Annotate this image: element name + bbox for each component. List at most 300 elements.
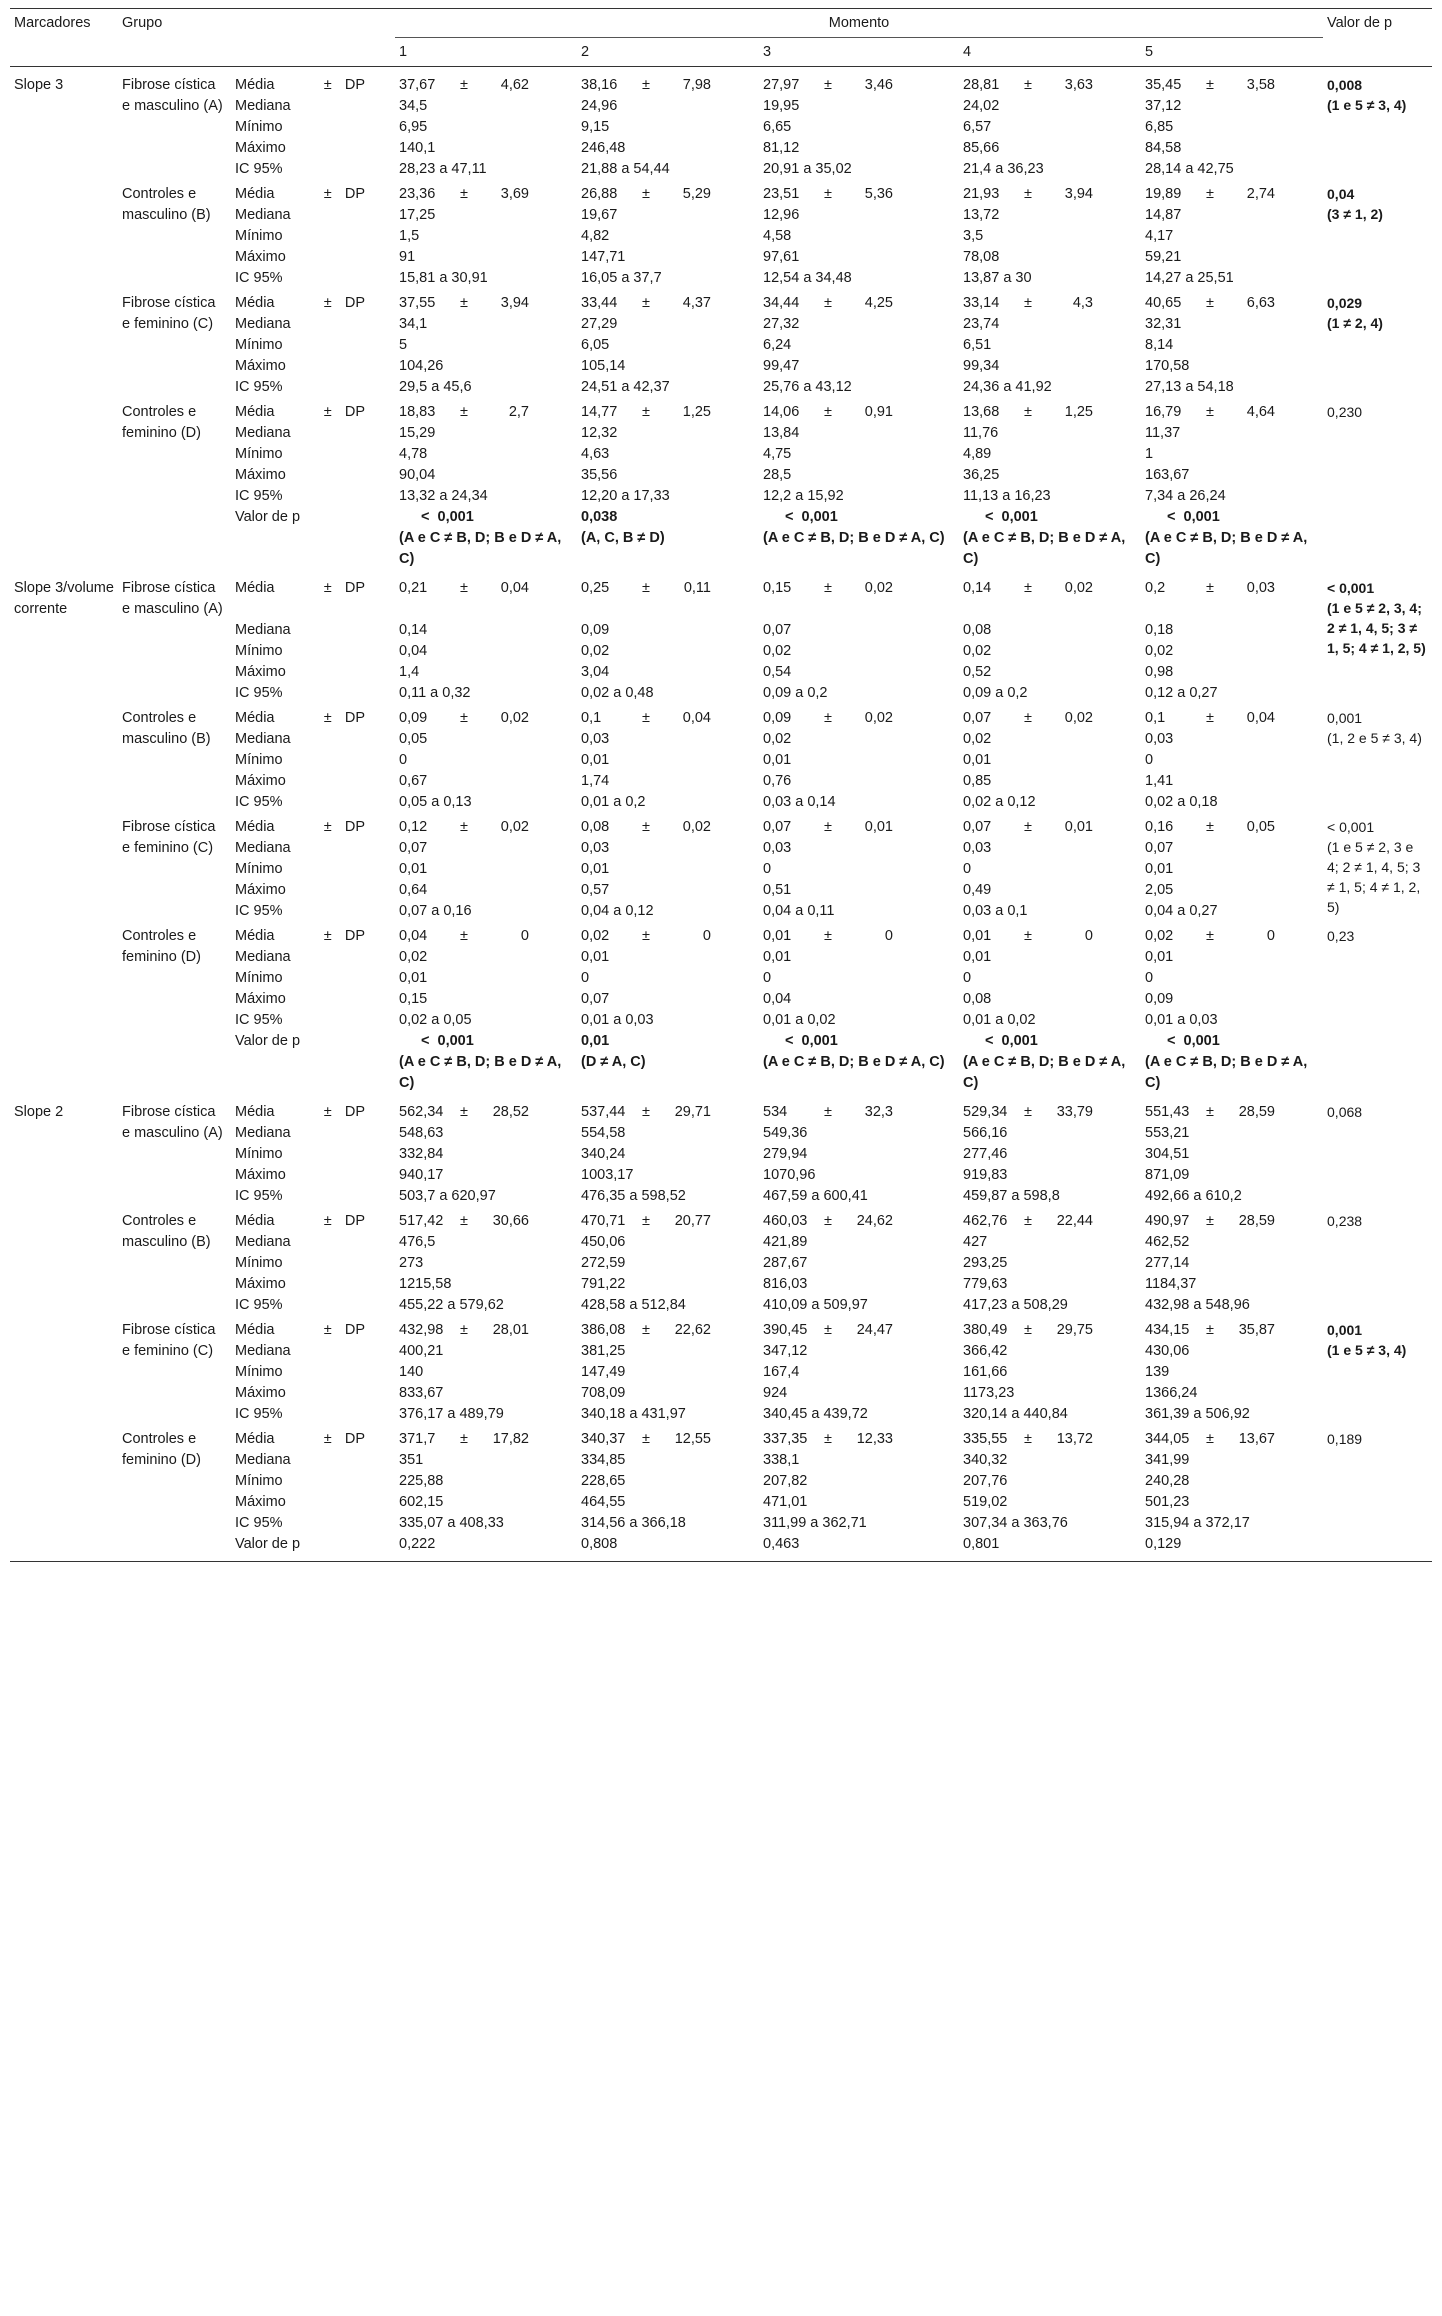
sd-value: 30,66: [492, 1213, 529, 1229]
marker-cell: [10, 1513, 118, 1534]
minimo-value: 0,02: [763, 643, 792, 659]
plus-minus-sign: ±: [1024, 928, 1032, 944]
mean-sd-cell: [959, 1207, 1141, 1232]
mediana-cell: [395, 1123, 577, 1144]
plus-minus-sign: ±: [1024, 1104, 1032, 1120]
maximo-cell: [577, 1274, 759, 1295]
ic-cell: [759, 792, 959, 813]
ic-cell: [959, 683, 1141, 704]
stat-label-mediana: Mediana: [235, 1452, 291, 1468]
mediana-value: 34,1: [399, 316, 428, 332]
stat-label-dp: DP: [344, 710, 365, 726]
ic-value: 24,51 a 42,37: [581, 379, 670, 395]
stat-label-cell: [231, 1165, 395, 1186]
plus-minus-sign: ±: [642, 1213, 650, 1229]
mean-sd-cell: [577, 1425, 759, 1450]
stat-label-cell: [231, 968, 395, 989]
minimo-cell: [577, 641, 759, 662]
stat-label-cell: [231, 1094, 395, 1123]
ic-cell: [577, 268, 759, 289]
maximo-cell: [577, 662, 759, 683]
ic-value: 428,58 a 512,84: [581, 1297, 686, 1313]
maximo-value: 519,02: [963, 1494, 1008, 1510]
mean-sd-cell: [759, 922, 959, 947]
mean-sd-cell: [577, 1316, 759, 1341]
minimo-cell: [577, 1362, 759, 1383]
p-value-cell: [1323, 570, 1432, 704]
mediana-cell: [395, 838, 577, 859]
maximo-cell: [395, 465, 577, 486]
minimo-value: 140: [399, 1364, 424, 1380]
mean-value: 23,36: [399, 186, 436, 202]
minimo-value: 228,65: [581, 1473, 626, 1489]
sd-value: 0,91: [864, 404, 893, 420]
stat-label-mediana: Mediana: [235, 949, 291, 965]
p-value-cell: [1323, 922, 1432, 1031]
ic-value: 311,99 a 362,71: [763, 1515, 867, 1531]
ic-value: 335,07 a 408,33: [399, 1515, 504, 1531]
marker-cell: [10, 1425, 118, 1450]
mediana-cell: [1141, 314, 1323, 335]
group-label: Fibrose cística e feminino (C): [122, 295, 216, 332]
mean-value: 0,09: [763, 710, 792, 726]
stat-label-cell: [231, 620, 395, 641]
mediana-value: 400,21: [399, 1343, 444, 1359]
ic-cell: [577, 486, 759, 507]
sd-value: 6,63: [1246, 295, 1275, 311]
plus-minus-sign: ±: [1024, 1322, 1032, 1338]
minimo-cell: [959, 1362, 1141, 1383]
stat-label-maximo: Máximo: [235, 664, 286, 680]
stat-label-minimo: Mínimo: [235, 643, 283, 659]
mean-value: 38,16: [581, 77, 618, 93]
mean-sd-cell: [959, 570, 1141, 620]
ic-cell: [395, 901, 577, 922]
maximo-cell: [1141, 662, 1323, 683]
ic-cell: [759, 486, 959, 507]
stat-label-dp: DP: [344, 1431, 365, 1447]
maximo-cell: [1141, 465, 1323, 486]
minimo-value: 6,51: [963, 337, 992, 353]
ic-cell: [1141, 683, 1323, 704]
mediana-cell: [759, 729, 959, 750]
p-value-cell: [1323, 398, 1432, 507]
sd-value: 0,02: [864, 580, 893, 596]
ic-cell: [959, 486, 1141, 507]
stat-label-cell: [231, 180, 395, 205]
plus-minus-sign: ±: [642, 1322, 650, 1338]
mediana-cell: [959, 729, 1141, 750]
maximo-value: 85,66: [963, 140, 1000, 156]
mediana-cell: [1141, 96, 1323, 117]
mediana-value: 19,67: [581, 207, 618, 223]
minimo-cell: [395, 1144, 577, 1165]
stat-label-dp: DP: [344, 928, 365, 944]
minimo-cell: [1141, 968, 1323, 989]
p-value-cell: [1323, 289, 1432, 398]
mediana-value: 0,08: [963, 622, 992, 638]
mediana-cell: [1141, 205, 1323, 226]
mean-value: 0,02: [1145, 928, 1174, 944]
maximo-value: 1184,37: [1145, 1276, 1197, 1292]
stat-label-mediana: Mediana: [235, 622, 291, 638]
ic-value: 340,45 a 439,72: [763, 1406, 868, 1422]
stat-label-dp: DP: [344, 1104, 365, 1120]
minimo-cell: [395, 1253, 577, 1274]
stat-label-cell: [231, 289, 395, 314]
minimo-cell: [759, 1471, 959, 1492]
marker-cell: [10, 859, 118, 880]
header-moment-5: 5: [1141, 38, 1323, 67]
ic-cell: [959, 159, 1141, 180]
minimo-value: 0,02: [963, 643, 992, 659]
maximo-cell: [759, 247, 959, 268]
sd-value: 0,04: [1246, 710, 1275, 726]
plus-minus-sign: ±: [460, 928, 468, 944]
marker-cell: [10, 1186, 118, 1207]
mediana-value: 430,06: [1145, 1343, 1190, 1359]
mediana-cell: [759, 205, 959, 226]
sd-value: 0,04: [682, 710, 711, 726]
mediana-value: 549,36: [763, 1125, 808, 1141]
ic-value: 0,01 a 0,02: [963, 1012, 1036, 1028]
sd-value: 0,03: [1246, 580, 1275, 596]
stat-label-cell: [231, 947, 395, 968]
mean-sd-cell: [577, 922, 759, 947]
header-moment-1: 1: [395, 38, 577, 67]
ic-value: 0,04 a 0,12: [581, 903, 654, 919]
plus-minus-sign: ±: [460, 77, 468, 93]
mediana-cell: [395, 620, 577, 641]
ic-cell: [959, 1404, 1141, 1425]
mediana-value: 421,89: [763, 1234, 808, 1250]
mean-value: 0,12: [399, 819, 428, 835]
p-value-note: (1 ≠ 2, 4): [1327, 315, 1383, 331]
maximo-cell: [759, 138, 959, 159]
marker-cell: [10, 750, 118, 771]
stat-label-cell: [231, 1492, 395, 1513]
mean-sd-cell: [1141, 180, 1323, 205]
moment-p-value-cell: [959, 1534, 1141, 1562]
maximo-value: 940,17: [399, 1167, 444, 1183]
mean-sd-cell: [395, 289, 577, 314]
moment-p-value-note: (A e C ≠ B, D; B e D ≠ A, C): [763, 1054, 945, 1070]
ic-value: 24,36 a 41,92: [963, 379, 1052, 395]
stat-label-cell: [231, 1341, 395, 1362]
mediana-cell: [1141, 423, 1323, 444]
stat-label-cell: [231, 356, 395, 377]
mean-value: 335,55: [963, 1431, 1008, 1447]
stat-label-cell: [231, 1010, 395, 1031]
minimo-value: 240,28: [1145, 1473, 1190, 1489]
mean-sd-cell: [959, 813, 1141, 838]
minimo-cell: [959, 335, 1141, 356]
moment-p-value-cell: [1141, 507, 1323, 570]
moment-p-value-note: (A e C ≠ B, D; B e D ≠ A, C): [763, 530, 945, 546]
mediana-cell: [1141, 620, 1323, 641]
group-label: Controles e feminino (D): [122, 928, 201, 965]
maximo-cell: [395, 247, 577, 268]
p-value-cell: [1323, 180, 1432, 289]
marker-cell: [10, 813, 118, 838]
maximo-value: 708,09: [581, 1385, 626, 1401]
minimo-value: 6,85: [1145, 119, 1174, 135]
ic-cell: [395, 377, 577, 398]
table-row: [10, 570, 1432, 620]
moment-p-value: < 0,001: [1167, 1033, 1220, 1049]
ic-value: 12,54 a 34,48: [763, 270, 852, 286]
stat-label-minimo: Mínimo: [235, 1364, 283, 1380]
minimo-cell: [759, 1253, 959, 1274]
plus-minus-sign: ±: [1024, 819, 1032, 835]
ic-value: 11,13 a 16,23: [963, 488, 1051, 504]
p-value-note: (1 e 5 ≠ 3, 4): [1327, 97, 1407, 113]
mediana-cell: [395, 423, 577, 444]
sd-value: 5,36: [864, 186, 893, 202]
sd-value: 28,59: [1238, 1213, 1275, 1229]
stat-label-cell: [231, 1513, 395, 1534]
ic-cell: [1141, 159, 1323, 180]
mean-sd-cell: [1141, 398, 1323, 423]
minimo-value: 4,89: [963, 446, 992, 462]
header-moment-3: 3: [759, 38, 959, 67]
group-cell: [118, 704, 231, 813]
marker-cell: [10, 444, 118, 465]
ic-value: 340,18 a 431,97: [581, 1406, 686, 1422]
mediana-value: 0,03: [581, 840, 610, 856]
table-row: [10, 1207, 1432, 1232]
stat-label-cell: [231, 1295, 395, 1316]
minimo-value: 6,95: [399, 119, 428, 135]
ic-value: 27,13 a 54,18: [1145, 379, 1234, 395]
moment-p-value-cell: [959, 507, 1141, 570]
stat-label-minimo: Mínimo: [235, 970, 283, 986]
minimo-cell: [395, 1362, 577, 1383]
moment-p-value-cell: [959, 1031, 1141, 1094]
ic-value: 0,01 a 0,03: [1145, 1012, 1218, 1028]
mediana-value: 340,32: [963, 1452, 1008, 1468]
maximo-cell: [959, 662, 1141, 683]
maximo-value: 1215,58: [399, 1276, 452, 1292]
minimo-cell: [577, 968, 759, 989]
minimo-value: 0,01: [399, 970, 428, 986]
ic-value: 503,7 a 620,97: [399, 1188, 496, 1204]
marker-cell: [10, 335, 118, 356]
mean-value: 0,07: [963, 819, 992, 835]
mean-value: 0,14: [963, 580, 992, 596]
mediana-value: 554,58: [581, 1125, 626, 1141]
maximo-value: 464,55: [581, 1494, 626, 1510]
mean-value: 28,81: [963, 77, 1000, 93]
maximo-value: 0,49: [963, 882, 992, 898]
mean-value: 0,01: [963, 928, 992, 944]
plus-minus-sign: ±: [460, 1104, 468, 1120]
mediana-cell: [577, 423, 759, 444]
maximo-cell: [577, 1492, 759, 1513]
maximo-cell: [395, 771, 577, 792]
sd-value: 13,67: [1238, 1431, 1275, 1447]
group-cell: [118, 813, 231, 922]
group-label: Controles e masculino (B): [122, 710, 211, 747]
moment-p-value: 0,222: [399, 1536, 436, 1552]
mean-sd-cell: [759, 813, 959, 838]
mean-value: 0,2: [1145, 580, 1166, 596]
sd-value: 29,75: [1056, 1322, 1093, 1338]
marker-cell: [10, 989, 118, 1010]
stat-label-cell: [231, 1316, 395, 1341]
moment-p-value-note: (A e C ≠ B, D; B e D ≠ A, C): [399, 1054, 562, 1091]
mediana-value: 13,72: [963, 207, 1000, 223]
mean-sd-cell: [577, 813, 759, 838]
p-value-cell: [1323, 67, 1432, 181]
minimo-value: 0,01: [763, 752, 792, 768]
marker-cell: [10, 289, 118, 314]
sd-value: 0: [520, 928, 529, 944]
maximo-value: 246,48: [581, 140, 626, 156]
mediana-cell: [577, 947, 759, 968]
mediana-value: 15,29: [399, 425, 436, 441]
stat-label-cell: [231, 377, 395, 398]
sd-value: 24,62: [856, 1213, 893, 1229]
stat-label-ic: IC 95%: [235, 685, 283, 701]
minimo-value: 4,78: [399, 446, 428, 462]
header-moment-2: 2: [577, 38, 759, 67]
mediana-value: 347,12: [763, 1343, 808, 1359]
maximo-cell: [1141, 138, 1323, 159]
plus-minus-sign: ±: [323, 1322, 332, 1338]
maximo-cell: [959, 880, 1141, 901]
plus-minus-sign: ±: [1206, 186, 1214, 202]
mean-sd-cell: [395, 813, 577, 838]
maximo-cell: [577, 1383, 759, 1404]
mean-value: 371,7: [399, 1431, 436, 1447]
stat-label-minimo: Mínimo: [235, 861, 283, 877]
sd-value: 0: [884, 928, 893, 944]
ic-value: 315,94 a 372,17: [1145, 1515, 1250, 1531]
maximo-cell: [577, 989, 759, 1010]
maximo-value: 871,09: [1145, 1167, 1190, 1183]
sd-value: 3,94: [1064, 186, 1093, 202]
marker-cell: [10, 159, 118, 180]
marker-cell: [10, 314, 118, 335]
sd-value: 0,02: [500, 819, 529, 835]
sd-value: 4,64: [1246, 404, 1275, 420]
ic-value: 0,05 a 0,13: [399, 794, 472, 810]
moment-p-value: 0,463: [763, 1536, 800, 1552]
stat-label-cell: [231, 1404, 395, 1425]
sd-value: 4,3: [1072, 295, 1093, 311]
minimo-cell: [395, 444, 577, 465]
marker-cell: [10, 968, 118, 989]
stat-label-cell: [231, 444, 395, 465]
mean-sd-cell: [1141, 813, 1323, 838]
p-value: 0,238: [1327, 1213, 1363, 1229]
marker-cell: [10, 683, 118, 704]
sd-value: 28,52: [492, 1104, 529, 1120]
maximo-cell: [759, 771, 959, 792]
mediana-value: 24,02: [963, 98, 1000, 114]
maximo-value: 0,57: [581, 882, 610, 898]
mediana-cell: [577, 314, 759, 335]
ic-value: 314,56 a 366,18: [581, 1515, 686, 1531]
stat-label-valor-p: Valor de p: [235, 1033, 301, 1049]
marker-cell: [10, 1362, 118, 1383]
ic-cell: [1141, 1010, 1323, 1031]
p-value-cell: [1323, 704, 1432, 813]
stat-label-media: Média: [235, 186, 275, 202]
mean-sd-cell: [959, 180, 1141, 205]
mean-value: 26,88: [581, 186, 618, 202]
mediana-cell: [959, 1232, 1141, 1253]
mediana-cell: [395, 314, 577, 335]
mean-sd-cell: [959, 398, 1141, 423]
plus-minus-sign: ±: [824, 819, 832, 835]
ic-cell: [395, 268, 577, 289]
mediana-cell: [759, 1123, 959, 1144]
minimo-value: 6,57: [963, 119, 992, 135]
mediana-cell: [959, 1450, 1141, 1471]
moment-p-value-cell: [759, 1031, 959, 1094]
mediana-cell: [1141, 947, 1323, 968]
marker-cell: [10, 507, 118, 570]
stat-label-ic: IC 95%: [235, 1297, 283, 1313]
mediana-value: 14,87: [1145, 207, 1182, 223]
minimo-value: 277,14: [1145, 1255, 1190, 1271]
minimo-value: 207,76: [963, 1473, 1008, 1489]
mean-value: 14,77: [581, 404, 618, 420]
marker-cell: [10, 1232, 118, 1253]
stat-label-cell: [231, 226, 395, 247]
maximo-cell: [759, 1383, 959, 1404]
minimo-cell: [759, 444, 959, 465]
stat-label-minimo: Mínimo: [235, 446, 283, 462]
ic-value: 21,4 a 36,23: [963, 161, 1044, 177]
stat-label-minimo: Mínimo: [235, 1146, 283, 1162]
mean-value: 562,34: [399, 1104, 444, 1120]
sd-value: 0,11: [683, 580, 711, 596]
mean-value: 13,68: [963, 404, 1000, 420]
minimo-value: 4,75: [763, 446, 792, 462]
mediana-value: 19,95: [763, 98, 800, 114]
minimo-cell: [759, 226, 959, 247]
mean-sd-cell: [395, 180, 577, 205]
maximo-cell: [395, 138, 577, 159]
stat-label-dp: DP: [344, 186, 365, 202]
stat-label-media: Média: [235, 928, 275, 944]
ic-value: 0,01 a 0,03: [581, 1012, 654, 1028]
ic-cell: [959, 1295, 1141, 1316]
p-value: 0,068: [1327, 1104, 1363, 1120]
mediana-cell: [577, 205, 759, 226]
plus-minus-sign: ±: [460, 1213, 468, 1229]
moment-p-value: < 0,001: [785, 509, 838, 525]
stat-label-maximo: Máximo: [235, 1494, 286, 1510]
stat-label-maximo: Máximo: [235, 140, 286, 156]
marker-cell: [10, 901, 118, 922]
ic-cell: [759, 1186, 959, 1207]
stat-label-cell: [231, 1232, 395, 1253]
mean-sd-cell: [759, 1425, 959, 1450]
ic-cell: [759, 377, 959, 398]
stat-label-cell: [231, 117, 395, 138]
mediana-cell: [577, 1232, 759, 1253]
ic-value: 0,09 a 0,2: [963, 685, 1028, 701]
minimo-value: 279,94: [763, 1146, 808, 1162]
ic-value: 14,27 a 25,51: [1145, 270, 1234, 286]
stat-label-cell: [231, 1450, 395, 1471]
ic-cell: [577, 1513, 759, 1534]
stat-label-minimo: Mínimo: [235, 119, 283, 135]
